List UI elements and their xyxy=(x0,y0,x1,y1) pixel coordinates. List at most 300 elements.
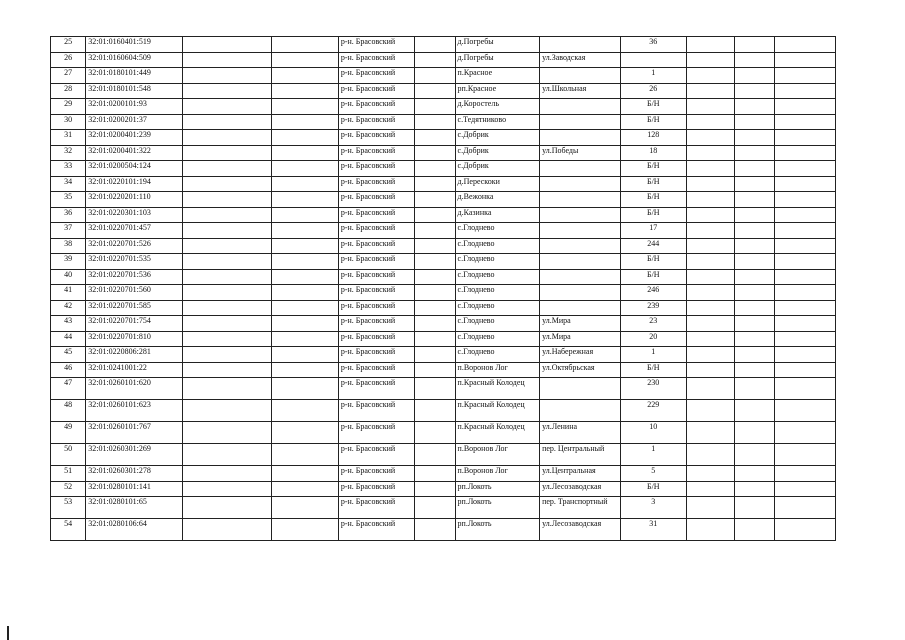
empty-cell xyxy=(735,331,774,347)
street-cell: ул.Лесозаводская xyxy=(540,481,621,497)
empty-cell xyxy=(774,300,835,316)
empty-cell xyxy=(774,83,835,99)
cadastral-number-cell: 32:01:0160604:509 xyxy=(86,52,183,68)
settlement-cell: д.Коростель xyxy=(455,99,540,115)
empty-cell xyxy=(272,300,338,316)
cadastral-number-cell: 32:01:0200401:322 xyxy=(86,145,183,161)
row-number-cell: 39 xyxy=(51,254,86,270)
row-number-cell: 50 xyxy=(51,444,86,466)
table-row xyxy=(51,68,836,84)
empty-cell xyxy=(735,347,774,363)
empty-cell xyxy=(182,130,272,146)
empty-cell xyxy=(735,99,774,115)
empty-cell xyxy=(687,161,735,177)
street-cell: ул.Лесозаводская xyxy=(540,519,621,541)
street-cell: пер. Транспортный xyxy=(540,497,621,519)
empty-cell xyxy=(272,481,338,497)
district-cell: р-н. Брасовский xyxy=(338,269,414,285)
district-cell: р-н. Брасовский xyxy=(338,130,414,146)
empty-cell xyxy=(415,269,455,285)
district-cell: р-н. Брасовский xyxy=(338,362,414,378)
settlement-cell: с.Глоднево xyxy=(455,300,540,316)
empty-cell xyxy=(272,192,338,208)
empty-cell xyxy=(272,223,338,239)
house-number-cell: 20 xyxy=(620,331,686,347)
empty-cell xyxy=(774,223,835,239)
table-row xyxy=(51,130,836,146)
settlement-cell: с.Глоднево xyxy=(455,316,540,332)
cadastral-number-cell: 32:01:0220201:110 xyxy=(86,192,183,208)
empty-cell xyxy=(735,519,774,541)
district-cell: р-н. Брасовский xyxy=(338,347,414,363)
settlement-cell: рп.Красное xyxy=(455,83,540,99)
row-number-cell: 51 xyxy=(51,466,86,482)
district-cell: р-н. Брасовский xyxy=(338,378,414,400)
house-number-cell: 10 xyxy=(620,422,686,444)
settlement-cell: п.Воронов Лог xyxy=(455,466,540,482)
empty-cell xyxy=(687,37,735,53)
empty-cell xyxy=(687,176,735,192)
district-cell: р-н. Брасовский xyxy=(338,52,414,68)
settlement-cell: п.Красное xyxy=(455,68,540,84)
empty-cell xyxy=(687,331,735,347)
settlement-cell: д.Вежонка xyxy=(455,192,540,208)
empty-cell xyxy=(182,192,272,208)
empty-cell xyxy=(735,176,774,192)
empty-cell xyxy=(774,161,835,177)
empty-cell xyxy=(415,444,455,466)
row-number-cell: 33 xyxy=(51,161,86,177)
settlement-cell: рп.Локоть xyxy=(455,519,540,541)
house-number-cell: 230 xyxy=(620,378,686,400)
empty-cell xyxy=(735,300,774,316)
cadastral-number-cell: 32:01:0200101:93 xyxy=(86,99,183,115)
empty-cell xyxy=(735,481,774,497)
empty-cell xyxy=(415,130,455,146)
empty-cell xyxy=(272,378,338,400)
empty-cell xyxy=(687,52,735,68)
empty-cell xyxy=(272,519,338,541)
house-number-cell: Б/Н xyxy=(620,161,686,177)
empty-cell xyxy=(735,497,774,519)
empty-cell xyxy=(735,254,774,270)
district-cell: р-н. Брасовский xyxy=(338,145,414,161)
street-cell xyxy=(540,269,621,285)
district-cell: р-н. Брасовский xyxy=(338,223,414,239)
empty-cell xyxy=(272,400,338,422)
empty-cell xyxy=(687,145,735,161)
empty-cell xyxy=(415,497,455,519)
cadastral-number-cell: 32:01:0220701:535 xyxy=(86,254,183,270)
district-cell: р-н. Брасовский xyxy=(338,83,414,99)
house-number-cell: 5 xyxy=(620,466,686,482)
street-cell: ул.Октябрьская xyxy=(540,362,621,378)
street-cell xyxy=(540,114,621,130)
empty-cell xyxy=(182,300,272,316)
empty-cell xyxy=(272,254,338,270)
empty-cell xyxy=(415,161,455,177)
settlement-cell: с.Глоднево xyxy=(455,331,540,347)
empty-cell xyxy=(182,83,272,99)
street-cell: ул.Школьная xyxy=(540,83,621,99)
street-cell xyxy=(540,207,621,223)
cadastral-number-cell: 32:01:0220701:536 xyxy=(86,269,183,285)
house-number-cell: 229 xyxy=(620,400,686,422)
street-cell xyxy=(540,161,621,177)
empty-cell xyxy=(735,83,774,99)
cadastral-number-cell: 32:01:0280106:64 xyxy=(86,519,183,541)
empty-cell xyxy=(687,223,735,239)
empty-cell xyxy=(415,400,455,422)
empty-cell xyxy=(182,316,272,332)
house-number-cell: 23 xyxy=(620,316,686,332)
table-row xyxy=(51,347,836,363)
cadastral-number-cell: 32:01:0220701:810 xyxy=(86,331,183,347)
empty-cell xyxy=(735,145,774,161)
street-cell xyxy=(540,238,621,254)
street-cell: ул.Мира xyxy=(540,331,621,347)
empty-cell xyxy=(774,497,835,519)
scan-edge-mark xyxy=(7,626,9,640)
street-cell xyxy=(540,68,621,84)
settlement-cell: с.Добрик xyxy=(455,130,540,146)
row-number-cell: 38 xyxy=(51,238,86,254)
settlement-cell: п.Красный Колодец xyxy=(455,400,540,422)
empty-cell xyxy=(415,68,455,84)
house-number-cell: Б/Н xyxy=(620,114,686,130)
settlement-cell: с.Глоднево xyxy=(455,238,540,254)
empty-cell xyxy=(272,238,338,254)
house-number-cell: 239 xyxy=(620,300,686,316)
table-row xyxy=(51,37,836,53)
empty-cell xyxy=(774,316,835,332)
empty-cell xyxy=(415,238,455,254)
row-number-cell: 40 xyxy=(51,269,86,285)
table-row xyxy=(51,99,836,115)
empty-cell xyxy=(735,223,774,239)
row-number-cell: 35 xyxy=(51,192,86,208)
table-row xyxy=(51,331,836,347)
district-cell: р-н. Брасовский xyxy=(338,176,414,192)
settlement-cell: с.Глоднево xyxy=(455,254,540,270)
empty-cell xyxy=(774,254,835,270)
district-cell: р-н. Брасовский xyxy=(338,481,414,497)
district-cell: р-н. Брасовский xyxy=(338,207,414,223)
street-cell: ул.Заводская xyxy=(540,52,621,68)
settlement-cell: д.Перескоки xyxy=(455,176,540,192)
house-number-cell: Б/Н xyxy=(620,481,686,497)
street-cell xyxy=(540,99,621,115)
empty-cell xyxy=(182,444,272,466)
empty-cell xyxy=(272,83,338,99)
empty-cell xyxy=(272,422,338,444)
empty-cell xyxy=(687,347,735,363)
cadastral-number-cell: 32:01:0220301:103 xyxy=(86,207,183,223)
empty-cell xyxy=(415,481,455,497)
table-row xyxy=(51,400,836,422)
empty-cell xyxy=(687,99,735,115)
district-cell: р-н. Брасовский xyxy=(338,331,414,347)
cadastral-number-cell: 32:01:0200504:124 xyxy=(86,161,183,177)
empty-cell xyxy=(687,497,735,519)
cadastral-number-cell: 32:01:0180101:449 xyxy=(86,68,183,84)
empty-cell xyxy=(272,176,338,192)
street-cell: ул.Ленина xyxy=(540,422,621,444)
empty-cell xyxy=(272,114,338,130)
empty-cell xyxy=(774,176,835,192)
empty-cell xyxy=(735,362,774,378)
house-number-cell: Б/Н xyxy=(620,269,686,285)
cadastral-number-cell: 32:01:0180101:548 xyxy=(86,83,183,99)
empty-cell xyxy=(415,223,455,239)
house-number-cell: 1 xyxy=(620,347,686,363)
settlement-cell: п.Воронов Лог xyxy=(455,362,540,378)
empty-cell xyxy=(735,114,774,130)
house-number-cell: Б/Н xyxy=(620,254,686,270)
row-number-cell: 30 xyxy=(51,114,86,130)
empty-cell xyxy=(687,114,735,130)
house-number-cell: 1 xyxy=(620,68,686,84)
house-number-cell: Б/Н xyxy=(620,176,686,192)
row-number-cell: 47 xyxy=(51,378,86,400)
house-number-cell: 244 xyxy=(620,238,686,254)
table-row xyxy=(51,481,836,497)
cadastral-number-cell: 32:01:0260301:278 xyxy=(86,466,183,482)
district-cell: р-н. Брасовский xyxy=(338,99,414,115)
empty-cell xyxy=(272,331,338,347)
house-number-cell: 1 xyxy=(620,444,686,466)
district-cell: р-н. Брасовский xyxy=(338,68,414,84)
empty-cell xyxy=(272,444,338,466)
table-row xyxy=(51,300,836,316)
cadastral-number-cell: 32:01:0220701:560 xyxy=(86,285,183,301)
table-row xyxy=(51,238,836,254)
empty-cell xyxy=(415,83,455,99)
empty-cell xyxy=(774,114,835,130)
district-cell: р-н. Брасовский xyxy=(338,466,414,482)
table-row xyxy=(51,444,836,466)
house-number-cell xyxy=(620,52,686,68)
empty-cell xyxy=(687,254,735,270)
empty-cell xyxy=(415,114,455,130)
district-cell: р-н. Брасовский xyxy=(338,285,414,301)
street-cell xyxy=(540,378,621,400)
empty-cell xyxy=(774,285,835,301)
empty-cell xyxy=(272,269,338,285)
empty-cell xyxy=(687,444,735,466)
empty-cell xyxy=(272,99,338,115)
row-number-cell: 28 xyxy=(51,83,86,99)
empty-cell xyxy=(687,362,735,378)
cadastral-number-cell: 32:01:0200201:37 xyxy=(86,114,183,130)
empty-cell xyxy=(687,400,735,422)
row-number-cell: 54 xyxy=(51,519,86,541)
empty-cell xyxy=(272,52,338,68)
street-cell xyxy=(540,192,621,208)
row-number-cell: 52 xyxy=(51,481,86,497)
empty-cell xyxy=(415,52,455,68)
empty-cell xyxy=(735,192,774,208)
empty-cell xyxy=(272,161,338,177)
street-cell xyxy=(540,254,621,270)
table-row xyxy=(51,316,836,332)
empty-cell xyxy=(182,68,272,84)
district-cell: р-н. Брасовский xyxy=(338,519,414,541)
cadastral-number-cell: 32:01:0220101:194 xyxy=(86,176,183,192)
street-cell xyxy=(540,285,621,301)
empty-cell xyxy=(272,130,338,146)
table-row xyxy=(51,269,836,285)
cadastral-number-cell: 32:01:0160401:519 xyxy=(86,37,183,53)
settlement-cell: д.Погребы xyxy=(455,37,540,53)
empty-cell xyxy=(774,68,835,84)
empty-cell xyxy=(735,207,774,223)
table-row xyxy=(51,223,836,239)
street-cell xyxy=(540,223,621,239)
settlement-cell: с.Глоднево xyxy=(455,347,540,363)
empty-cell xyxy=(687,378,735,400)
empty-cell xyxy=(687,207,735,223)
empty-cell xyxy=(415,316,455,332)
table-row xyxy=(51,497,836,519)
cadastral-number-cell: 32:01:0220701:585 xyxy=(86,300,183,316)
empty-cell xyxy=(182,497,272,519)
empty-cell xyxy=(272,145,338,161)
empty-cell xyxy=(182,362,272,378)
cadastral-number-cell: 32:01:0260301:269 xyxy=(86,444,183,466)
empty-cell xyxy=(774,422,835,444)
district-cell: р-н. Брасовский xyxy=(338,400,414,422)
empty-cell xyxy=(735,444,774,466)
row-number-cell: 44 xyxy=(51,331,86,347)
district-cell: р-н. Брасовский xyxy=(338,161,414,177)
empty-cell xyxy=(774,481,835,497)
table-row xyxy=(51,114,836,130)
house-number-cell: 128 xyxy=(620,130,686,146)
row-number-cell: 45 xyxy=(51,347,86,363)
district-cell: р-н. Брасовский xyxy=(338,316,414,332)
empty-cell xyxy=(182,285,272,301)
table-row xyxy=(51,422,836,444)
row-number-cell: 31 xyxy=(51,130,86,146)
empty-cell xyxy=(182,161,272,177)
empty-cell xyxy=(735,130,774,146)
row-number-cell: 37 xyxy=(51,223,86,239)
row-number-cell: 46 xyxy=(51,362,86,378)
empty-cell xyxy=(774,331,835,347)
row-number-cell: 42 xyxy=(51,300,86,316)
empty-cell xyxy=(687,316,735,332)
empty-cell xyxy=(774,362,835,378)
empty-cell xyxy=(272,37,338,53)
district-cell: р-н. Брасовский xyxy=(338,238,414,254)
empty-cell xyxy=(182,145,272,161)
street-cell xyxy=(540,130,621,146)
empty-cell xyxy=(182,400,272,422)
empty-cell xyxy=(735,422,774,444)
empty-cell xyxy=(182,99,272,115)
empty-cell xyxy=(774,99,835,115)
district-cell: р-н. Брасовский xyxy=(338,254,414,270)
empty-cell xyxy=(687,466,735,482)
district-cell: р-н. Брасовский xyxy=(338,37,414,53)
empty-cell xyxy=(735,52,774,68)
empty-cell xyxy=(415,192,455,208)
empty-cell xyxy=(182,347,272,363)
row-number-cell: 25 xyxy=(51,37,86,53)
empty-cell xyxy=(415,378,455,400)
table-row xyxy=(51,161,836,177)
empty-cell xyxy=(687,192,735,208)
cadastral-number-cell: 32:01:0220806:281 xyxy=(86,347,183,363)
cadastral-number-cell: 32:01:0220701:457 xyxy=(86,223,183,239)
register-sheet xyxy=(50,36,836,541)
cadastral-number-cell: 32:01:0200401:239 xyxy=(86,130,183,146)
street-cell xyxy=(540,176,621,192)
empty-cell xyxy=(774,400,835,422)
house-number-cell: 246 xyxy=(620,285,686,301)
empty-cell xyxy=(774,130,835,146)
table-row xyxy=(51,466,836,482)
settlement-cell: с.Тедятниково xyxy=(455,114,540,130)
district-cell: р-н. Брасовский xyxy=(338,444,414,466)
street-cell: ул.Центральная xyxy=(540,466,621,482)
empty-cell xyxy=(735,316,774,332)
settlement-cell: п.Красный Колодец xyxy=(455,422,540,444)
empty-cell xyxy=(735,37,774,53)
empty-cell xyxy=(272,285,338,301)
empty-cell xyxy=(182,254,272,270)
house-number-cell: 17 xyxy=(620,223,686,239)
table-row xyxy=(51,192,836,208)
empty-cell xyxy=(774,145,835,161)
empty-cell xyxy=(182,269,272,285)
table-row xyxy=(51,176,836,192)
settlement-cell: рп.Локоть xyxy=(455,481,540,497)
house-number-cell: 31 xyxy=(620,519,686,541)
empty-cell xyxy=(182,422,272,444)
table-row xyxy=(51,254,836,270)
street-cell xyxy=(540,400,621,422)
table-row xyxy=(51,519,836,541)
row-number-cell: 26 xyxy=(51,52,86,68)
empty-cell xyxy=(735,285,774,301)
empty-cell xyxy=(687,519,735,541)
table-row xyxy=(51,145,836,161)
district-cell: р-н. Брасовский xyxy=(338,114,414,130)
house-number-cell: Б/Н xyxy=(620,192,686,208)
table-row xyxy=(51,362,836,378)
settlement-cell: с.Глоднево xyxy=(455,223,540,239)
empty-cell xyxy=(182,223,272,239)
empty-cell xyxy=(415,519,455,541)
street-cell: пер. Центральный xyxy=(540,444,621,466)
settlement-cell: с.Глоднево xyxy=(455,269,540,285)
row-number-cell: 48 xyxy=(51,400,86,422)
empty-cell xyxy=(415,254,455,270)
empty-cell xyxy=(735,161,774,177)
empty-cell xyxy=(687,285,735,301)
empty-cell xyxy=(182,176,272,192)
empty-cell xyxy=(272,316,338,332)
house-number-cell: 26 xyxy=(620,83,686,99)
row-number-cell: 32 xyxy=(51,145,86,161)
empty-cell xyxy=(735,378,774,400)
row-number-cell: 27 xyxy=(51,68,86,84)
settlement-cell: п.Воронов Лог xyxy=(455,444,540,466)
empty-cell xyxy=(735,238,774,254)
empty-cell xyxy=(774,207,835,223)
